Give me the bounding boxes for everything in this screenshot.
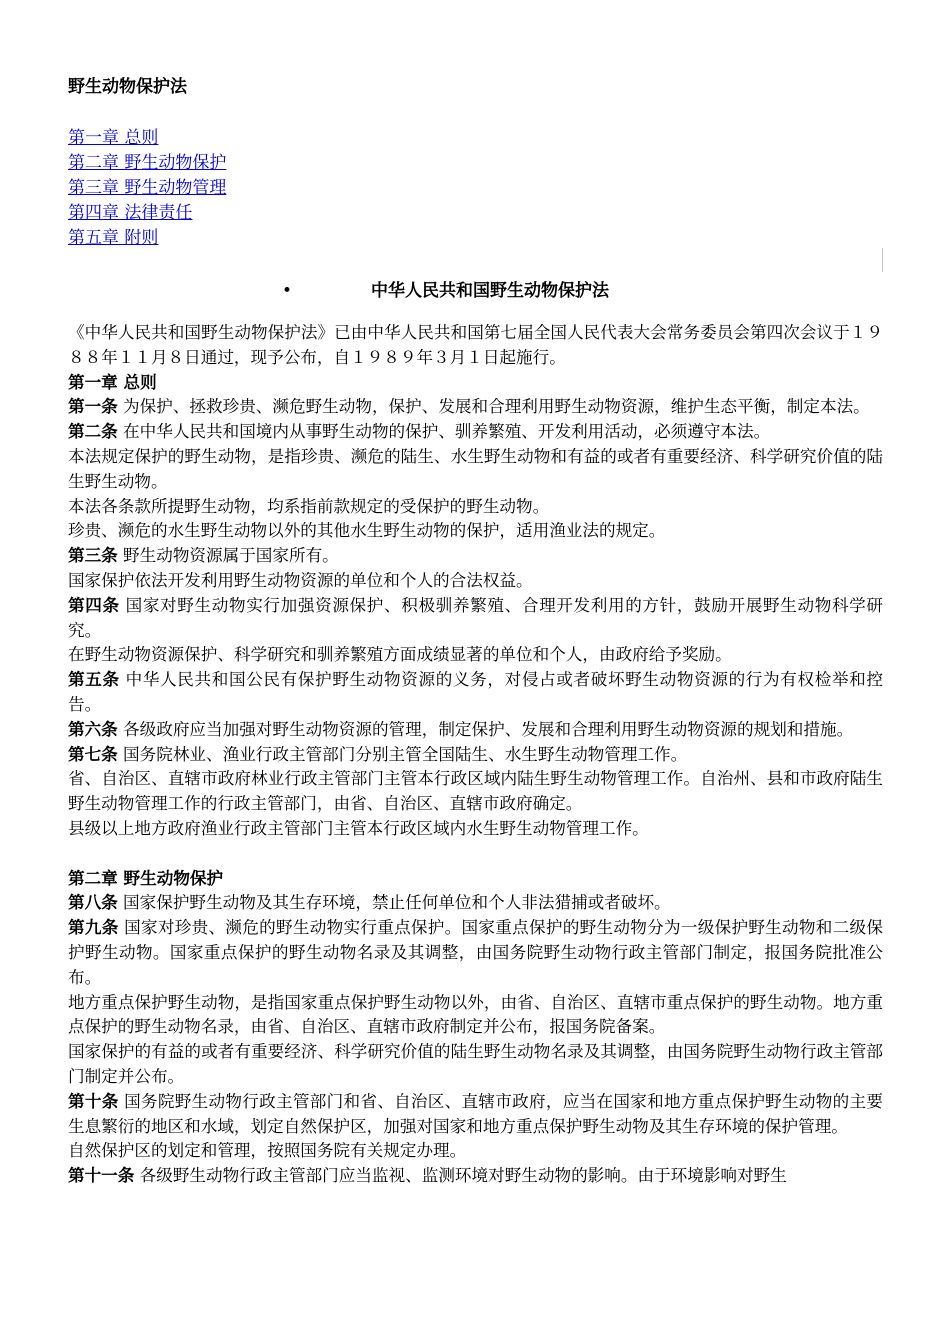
vertical-divider bbox=[882, 248, 883, 272]
article-paragraph: 省、自治区、直辖市政府林业行政主管部门主管本行政区域内陆生野生动物管理工作。自治州、县和市政府陆生野生动物管理工作的行政主管部门，由省、自治区、直辖市政府确定。 bbox=[68, 769, 883, 814]
article-8 bbox=[68, 891, 883, 916]
bullet-marker: • bbox=[282, 281, 293, 301]
article-label: 第七条 bbox=[68, 744, 118, 764]
article-text: 国务院林业、渔业行政主管部门分别主管全国陆生、水生野生动物管理工作。 bbox=[117, 744, 688, 764]
toc-link-chapter-1[interactable]: 第一章 总则 bbox=[68, 128, 159, 148]
article-5 bbox=[68, 668, 883, 718]
article-text: 国家保护野生动物及其生存环境，禁止任何单位和个人非法猎捕或者破坏。 bbox=[117, 893, 671, 913]
article-paragraph: 在野生动物资源保护、科学研究和驯养繁殖方面成绩显著的单位和个人，由政府给予奖励。 bbox=[68, 645, 732, 665]
article-label: 第十条 bbox=[68, 1091, 119, 1111]
chapter-1-title: 第一章 总则 bbox=[68, 372, 157, 392]
article-1 bbox=[68, 395, 883, 420]
article-text: 各级野生动物行政主管部门应当监视、监测环境对野生动物的影响。由于环境影响对野生 bbox=[134, 1166, 787, 1186]
article-text: 在中华人民共和国境内从事野生动物的保护、驯养繁殖、开发利用活动，必须遵守本法。 bbox=[117, 422, 771, 442]
article-paragraph: 珍贵、濒危的水生野生动物以外的其他水生野生动物的保护，适用渔业法的规定。 bbox=[68, 521, 666, 541]
law-heading: 中华人民共和国野生动物保护法 bbox=[371, 281, 609, 301]
toc-link-chapter-2[interactable]: 第二章 野生动物保护 bbox=[68, 153, 227, 173]
article-paragraph: 自然保护区的划定和管理，按照国务院有关规定办理。 bbox=[68, 1141, 467, 1161]
article-paragraph: 国家保护依法开发利用野生动物资源的单位和个人的合法权益。 bbox=[68, 570, 533, 590]
article-text: 各级政府应当加强对野生动物资源的管理，制定保护、发展和合理利用野生动物资源的规划和措施。 bbox=[117, 719, 854, 739]
article-2 bbox=[68, 420, 883, 445]
document-title: 野生动物保护法 bbox=[68, 77, 187, 97]
article-paragraph: 国家保护的有益的或者有重要经济、科学研究价值的陆生野生动物名录及其调整，由国务院野生动物行政主管部门制定并公布。 bbox=[68, 1042, 883, 1086]
law-body bbox=[68, 321, 883, 1189]
article-text: 国家对野生动物实行加强资源保护、积极驯养繁殖、合理开发利用的方针，鼓励开展野生动物科学研究。 bbox=[68, 595, 883, 640]
toc-link-chapter-4[interactable]: 第四章 法律责任 bbox=[68, 203, 193, 223]
article-4 bbox=[68, 594, 883, 644]
toc-link-chapter-3[interactable]: 第三章 野生动物管理 bbox=[68, 178, 227, 198]
article-3 bbox=[68, 544, 883, 569]
article-text: 中华人民共和国公民有保护野生动物资源的义务，对侵占或者破坏野生动物资源的行为有权检举和控告。 bbox=[68, 670, 883, 714]
article-text: 国务院野生动物行政主管部门和省、自治区、直辖市政府，应当在国家和地方重点保护野生动物的主要生息繁衍的地区和水域，划定自然保护区，加强对国家和地方重点保护野生动物及其生存环境的保护管理。 bbox=[68, 1091, 883, 1136]
article-10 bbox=[68, 1090, 883, 1140]
law-heading-row bbox=[68, 279, 883, 303]
article-text: 为保护、拯救珍贵、濒危野生动物，保护、发展和合理利用野生动物资源，维护生态平衡，制定本法。 bbox=[117, 397, 870, 417]
article-6 bbox=[68, 718, 883, 743]
chapter-2-title: 第二章 野生动物保护 bbox=[68, 868, 224, 888]
toc-item bbox=[68, 176, 226, 201]
article-text: 国家对珍贵、濒危的野生动物实行重点保护。国家重点保护的野生动物分为一级保护野生动物和二级保护野生动物。国家重点保护的野生动物名录及其调整，由国务院野生动物行政主管部门制定，报国务院批准公布。 bbox=[68, 918, 883, 987]
article-label: 第六条 bbox=[68, 719, 118, 739]
article-label: 第十一条 bbox=[68, 1166, 135, 1186]
toc-item bbox=[68, 126, 226, 151]
article-label: 第二条 bbox=[68, 422, 118, 442]
article-paragraph: 本法规定保护的野生动物，是指珍贵、濒危的陆生、水生野生动物和有益的或者有重要经济、科学研究价值的陆生野生动物。 bbox=[68, 446, 883, 491]
article-label: 第三条 bbox=[68, 546, 118, 566]
toc-item bbox=[68, 226, 226, 251]
article-11 bbox=[68, 1164, 883, 1189]
article-text: 野生动物资源属于国家所有。 bbox=[117, 546, 339, 566]
article-label: 第九条 bbox=[68, 918, 119, 938]
toc-link-chapter-5[interactable]: 第五章 附则 bbox=[68, 228, 159, 248]
article-label: 第四条 bbox=[68, 595, 120, 615]
article-paragraph: 本法各条款所提野生动物，均系指前款规定的受保护的野生动物。 bbox=[68, 496, 550, 516]
article-label: 第五条 bbox=[68, 670, 120, 690]
toc-item bbox=[68, 201, 226, 226]
article-label: 第一条 bbox=[68, 397, 118, 417]
table-of-contents bbox=[68, 126, 226, 251]
article-label: 第八条 bbox=[68, 893, 118, 913]
toc-item bbox=[68, 151, 226, 176]
article-paragraph: 县级以上地方政府渔业行政主管部门主管本行政区域内水生野生动物管理工作。 bbox=[68, 818, 649, 838]
article-7 bbox=[68, 743, 883, 768]
section-gap bbox=[68, 842, 883, 867]
article-paragraph: 地方重点保护野生动物，是指国家重点保护野生动物以外，由省、自治区、直辖市重点保护的野生动物。地方重点保护的野生动物名录，由省、自治区、直辖市政府制定并公布，报国务院备案。 bbox=[68, 992, 883, 1037]
preamble: 《中华人民共和国野生动物保护法》已由中华人民共和国第七届全国人民代表大会常务委员会第四次会议于１９８８年１１月８日通过，现予公布，自１９８９年３月１日起施行。 bbox=[68, 323, 883, 367]
article-9 bbox=[68, 916, 883, 990]
